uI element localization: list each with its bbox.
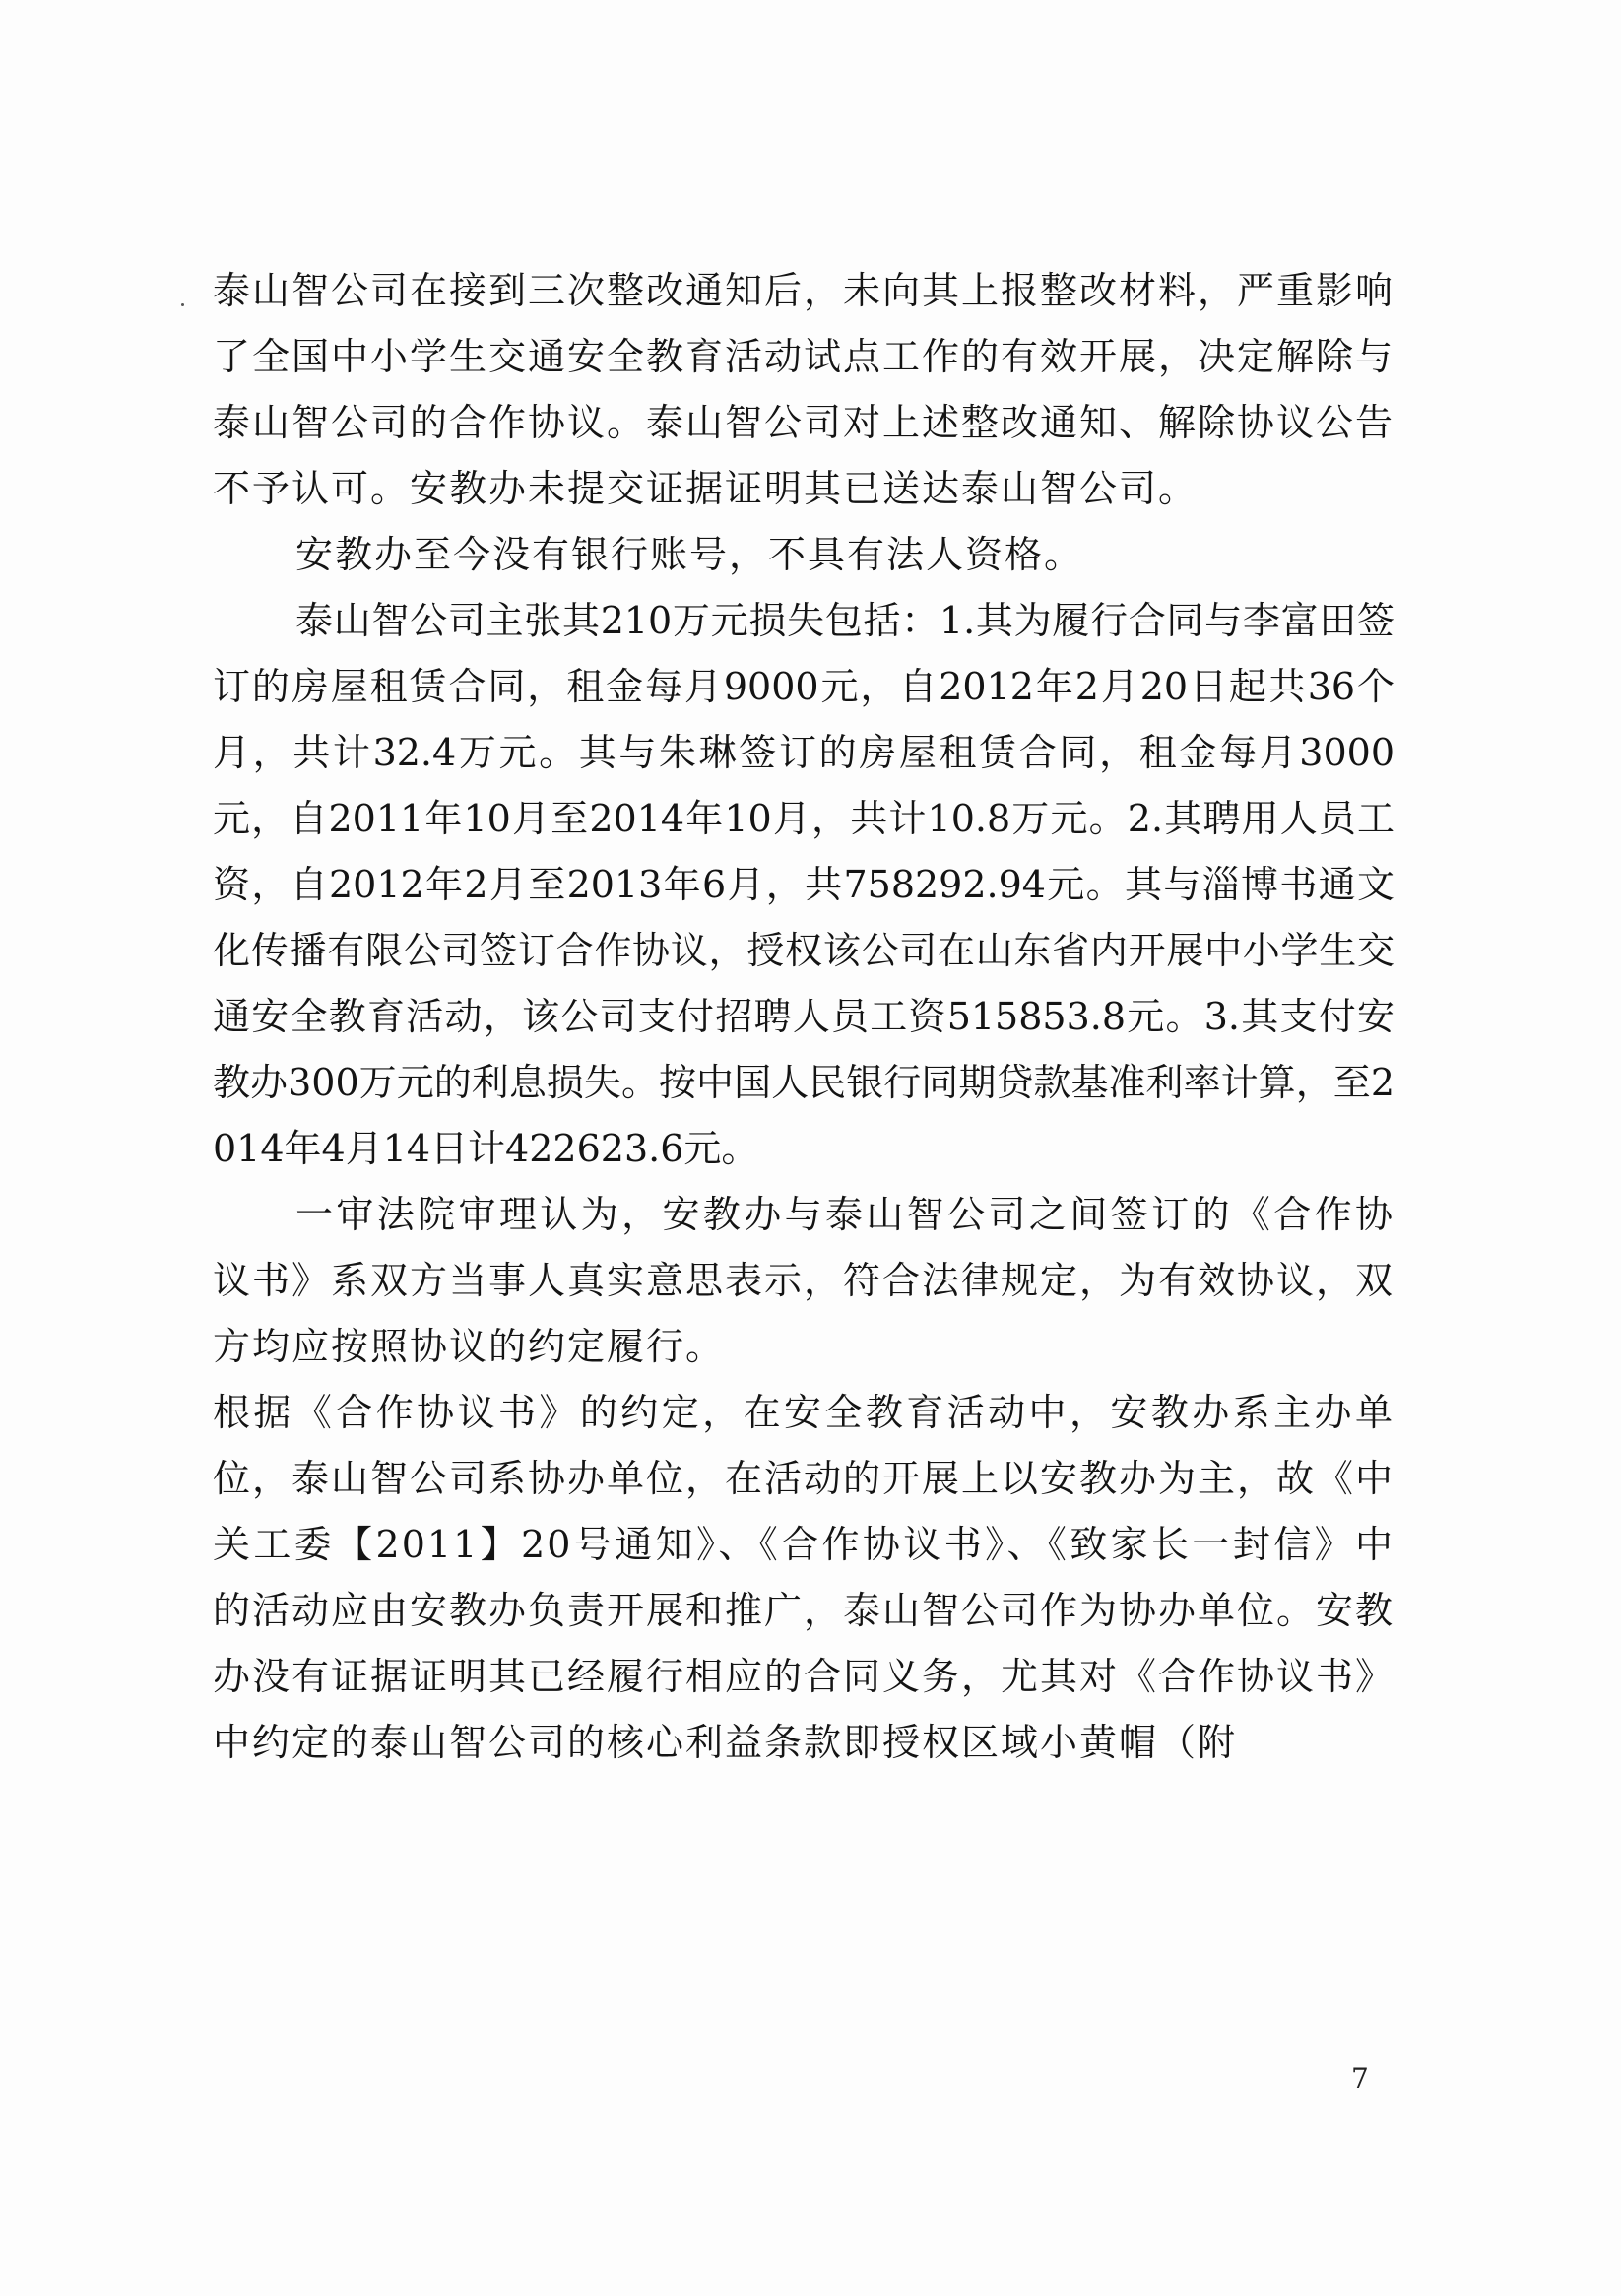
paragraph-1: 泰山智公司在接到三次整改通知后，未向其上报整改材料，严重影响了全国中小学生交通安全教育活动试点工作的有效开展，决定解除与泰山智公司的合作协议。泰山智公司对上述整改通知、解除协议公告不予认可。安教办未提交证据证明其已送达泰山智公司。 — [213, 269, 1395, 510]
paragraph-2: 安教办至今没有银行账号，不具有法人资格。 — [295, 533, 1084, 576]
paragraph-4: 一审法院审理认为，安教办与泰山智公司之间签订的《合作协议书》系双方当事人真实意思表示，符合法律规定，为有效协议，双方均应按照协议的约定履行。 — [213, 1193, 1395, 1368]
paragraph-5: 根据《合作协议书》的约定，在安全教育活动中，安教办系主办单位，泰山智公司系协办单位，在活动的开展上以安教办为主，故《中关工委【2011】20号通知》、《合作协议书》、《致家长一封信》中的活动应由安教办负责开展和推广，泰山智公司作为协办单位。安教办没有证据证明其已经履行相应的合同义务，尤其对《合作协议书》中约定的泰山智公司的核心利益条款即授权区域小黄帽（附 — [213, 1391, 1395, 1764]
paragraph-3: 泰山智公司主张其210万元损失包括：1.其为履行合同与李富田签订的房屋租赁合同，租金每月9000元，自2012年2月20日起共36个月，共计32.4万元。其与朱琳签订的房屋租赁合同，租金每月3000元，自2011年10月至2014年10月，共计10.8万元。2.其聘用人员工资，自2012年2月至2013年6月，共758292.94元。其与淄博书通文化传播有限公司签订合作协议，授权该公司在山东省内开展中小学生交通安全教育活动，该公司支付招聘人员工资515853.8元。3.其支付安教办300万元的利息损失。按中国人民银行同期贷款基准利率计算，至2014年4月14日计422623.6元。 — [213, 599, 1394, 1170]
page-number: 7 — [1351, 2063, 1369, 2095]
document-body — [213, 258, 1394, 1776]
scan-speck — [181, 303, 184, 306]
